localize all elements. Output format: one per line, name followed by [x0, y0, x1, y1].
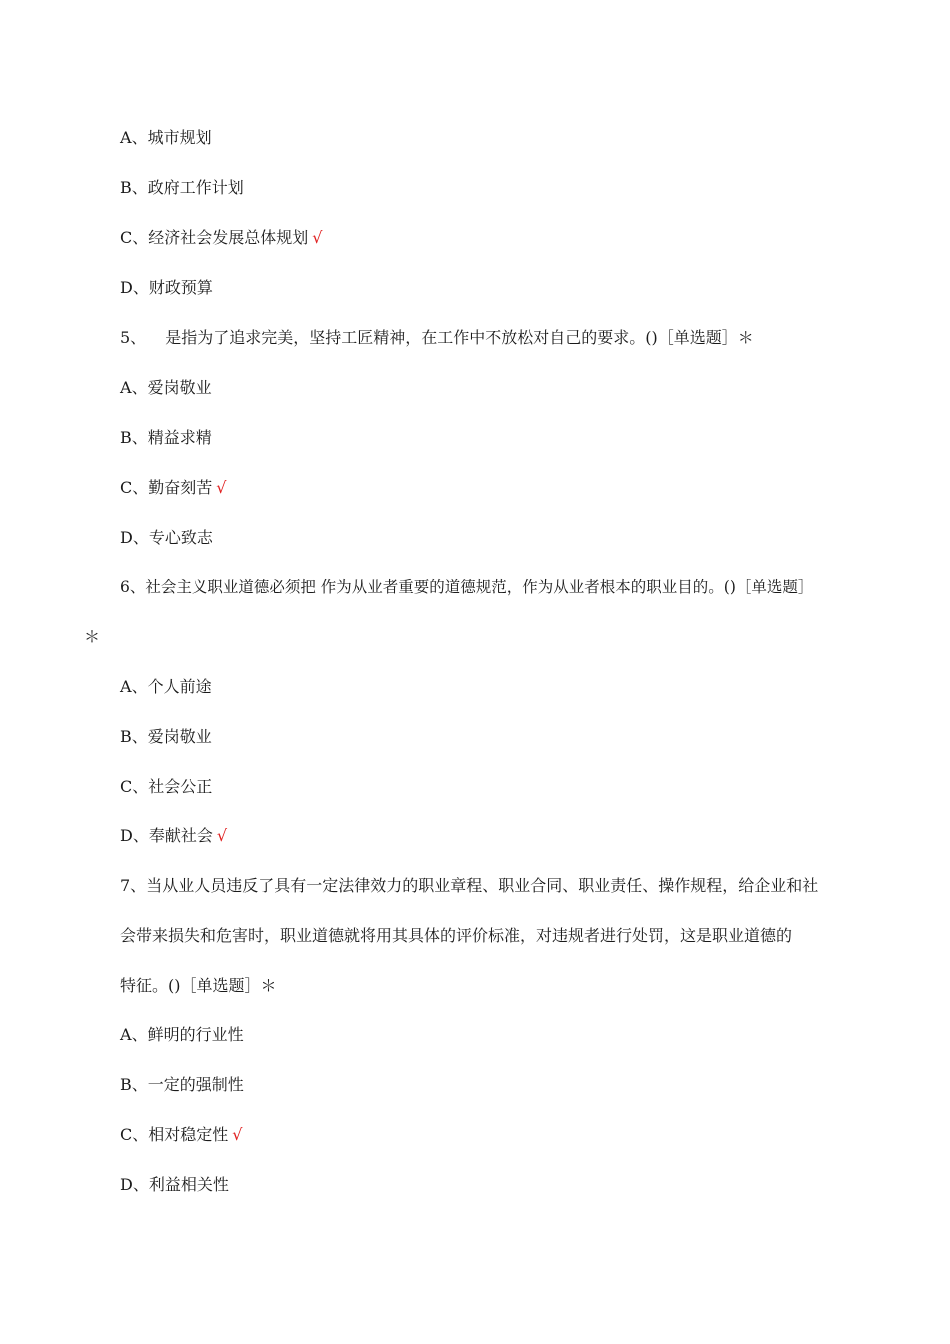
q7-option-b[interactable] [120, 1075, 244, 1095]
option-text: 奉献社会 [148, 826, 213, 845]
option-label: C [120, 228, 133, 247]
q7-question-continued [120, 976, 277, 996]
q4-option-d[interactable] [120, 278, 213, 298]
option-label: A [120, 1025, 132, 1044]
option-separator: 、 [131, 178, 148, 197]
question-number: 7、 [120, 876, 147, 895]
q5-option-a[interactable] [120, 378, 212, 398]
question-text: 会带来损失和危害时，职业道德就将用其具体的评价标准，对违规者进行处罚，这是职业道德的 [120, 926, 793, 945]
option-text: 财政预算 [148, 278, 213, 297]
option-separator: 、 [131, 128, 148, 147]
option-text: 勤奋刻苦 [148, 478, 213, 497]
option-text: 社会公正 [148, 777, 213, 796]
question-text: 是指为了追求完美，坚持工匠精神，在工作中不放松对自己的要求。()［单选题］＊ [165, 328, 754, 347]
option-label: B [120, 727, 132, 746]
option-label: C [120, 478, 133, 497]
q5-option-b[interactable] [120, 428, 212, 448]
q5-option-c[interactable] [120, 478, 226, 498]
q6-option-b[interactable] [120, 727, 212, 747]
correct-check-icon: √ [216, 826, 228, 845]
q4-option-b[interactable] [120, 178, 244, 198]
q7-option-d[interactable] [120, 1175, 229, 1195]
option-separator: 、 [131, 1075, 148, 1094]
option-text: 个人前途 [147, 677, 212, 696]
option-label: A [120, 378, 132, 397]
q6-option-d[interactable] [120, 826, 227, 846]
question-number: 6、 [120, 578, 146, 596]
question-number: 5、 [120, 328, 147, 347]
option-separator: 、 [131, 727, 148, 746]
option-separator: 、 [131, 428, 148, 447]
question-text: 社会主义职业道德必须把 作为从业者重要的道德规范，作为从业者根本的职业目的。()［单选题］ [145, 578, 814, 596]
q5-option-d[interactable] [120, 528, 213, 548]
option-label: C [120, 1125, 133, 1144]
option-label: C [120, 777, 133, 796]
option-text: 一定的强制性 [147, 1075, 244, 1094]
option-separator: 、 [132, 228, 149, 247]
q7-question [120, 876, 818, 896]
correct-check-icon: √ [232, 1125, 243, 1144]
question-text: 特征。()［单选题］＊ [120, 976, 277, 995]
option-text: 政府工作计划 [147, 178, 244, 197]
option-separator: 、 [131, 1025, 148, 1044]
q7-option-c[interactable] [120, 1125, 242, 1145]
option-separator: 、 [131, 677, 148, 696]
option-separator: 、 [132, 278, 149, 297]
option-text: 爱岗敬业 [147, 378, 212, 397]
required-mark: ＊ [84, 627, 101, 646]
option-separator: 、 [132, 1125, 149, 1144]
q6-question [120, 577, 813, 597]
option-text: 利益相关性 [148, 1175, 229, 1194]
q4-option-a[interactable] [120, 128, 212, 148]
q7-option-a[interactable] [120, 1025, 244, 1045]
option-separator: 、 [132, 1175, 149, 1194]
option-label: B [120, 1075, 132, 1094]
correct-check-icon: √ [312, 228, 323, 247]
option-label: D [120, 1175, 133, 1194]
option-separator: 、 [131, 378, 148, 397]
option-separator: 、 [132, 478, 149, 497]
option-separator: 、 [132, 528, 149, 547]
q4-option-c[interactable] [120, 228, 322, 248]
option-text: 城市规划 [147, 128, 212, 147]
option-text: 专心致志 [148, 528, 213, 547]
option-text: 鲜明的行业性 [147, 1025, 244, 1044]
option-label: B [120, 428, 132, 447]
option-separator: 、 [132, 826, 149, 845]
q7-question-continued [120, 926, 792, 946]
option-text: 经济社会发展总体规划 [148, 228, 309, 247]
option-text: 爱岗敬业 [147, 727, 212, 746]
question-text: 当从业人员违反了具有一定法律效力的职业章程、职业合同、职业责任、操作规程，给企业和社 [146, 876, 819, 895]
option-label: D [120, 528, 133, 547]
option-label: D [120, 826, 133, 845]
option-separator: 、 [132, 777, 149, 796]
option-label: A [120, 128, 132, 147]
q6-question-continued [84, 627, 100, 647]
option-label: B [120, 178, 132, 197]
q6-option-a[interactable] [120, 677, 212, 697]
correct-check-icon: √ [216, 478, 227, 497]
option-text: 精益求精 [147, 428, 212, 447]
q6-option-c[interactable] [120, 777, 212, 797]
option-label: D [120, 278, 133, 297]
q5-question [120, 328, 754, 348]
option-label: A [120, 677, 132, 696]
option-text: 相对稳定性 [148, 1125, 229, 1144]
